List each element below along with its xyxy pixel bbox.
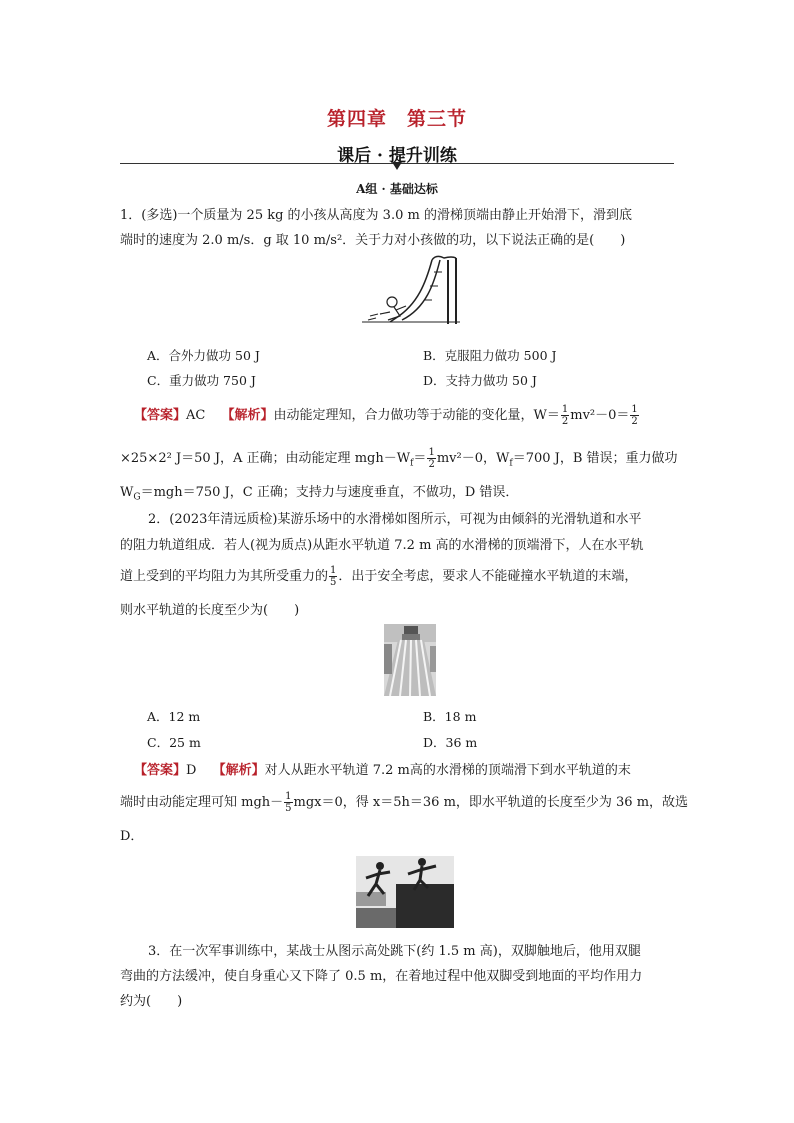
q2-answer-line [134,759,631,778]
soldier-jump-photo [356,856,454,928]
q2-answer-tag: 【答案】 [134,763,187,778]
q3-line-2: 弯曲的方法缓冲，使自身重心又下降了 0.5 m，在着地过程中他双脚受到地面的平均作用力 [120,969,643,984]
q1-solution-2: ×25×2² J＝50 J，A 正确；由动能定理 mgh－W [120,451,411,466]
q1-solution-2b: mv²－0，W [436,451,510,466]
q1-option-b: B．克服阻力做功 500 J [423,348,557,363]
q2-line-4: 则水平轨道的长度至少为( ) [120,603,300,618]
q1-fraction-half-3: $\frac{1}{2}$ [428,447,435,470]
water-slide-photo [384,624,436,696]
q2-line-3b: ．出于安全考虑，要求人不能碰撞水平轨道的末端， [338,569,638,584]
q2-solution-line-2 [120,791,688,814]
q2-option-b: B．18 m [423,709,477,724]
q3-line-3: 约为( ) [120,994,183,1009]
q2-analysis-tag: 【解析】 [212,763,265,778]
divider-triangle-icon [392,162,402,170]
section-label: 第三节 [407,108,468,130]
q1-solution-3: W [120,485,134,500]
group-heading: A组 · 基础达标 [356,182,438,196]
q1-analysis-tag: 【解析】 [221,408,274,423]
q2-solution-1: 对人从距水平轨道 7.2 m高的水滑梯的顶端滑下到水平轨道的末 [264,763,631,778]
q1-solution-1b: mv²－0＝ [570,408,630,423]
q1-line-2: 端时的速度为 2.0 m/s．g 取 10 m/s²．关于力对小孩做的功，以下说法正确的是( ) [120,233,626,248]
q3-line-1: 3．在一次军事训练中，某战士从图示高处跳下(约 1.5 m 高)，双脚触地后，他用双腿 [148,944,641,959]
q1-solution-2c: ＝700 J，B 错误；重力做功 [512,451,678,466]
q1-answer-line [134,404,640,427]
q1-solution-line-2: ×25×2² J＝50 J，A 正确；由动能定理 $mgh-W_f=$ $\frac{1}{2}$ mv²－0，$W_f=700$ J，B 错误；重力做功 [120,447,678,470]
q1-line-1: 1．(多选)一个质量为 25 kg 的小孩从高度为 3.0 m 的滑梯顶端由静止开始滑下，滑到底 [120,208,632,223]
page-subtitle: 课后 · 提升训练 [337,146,457,166]
q1-solution-3b: ＝mgh＝750 J，C 正确；支持力与速度垂直，不做功，D 错误． [140,485,519,500]
q1-solution-line-3: $W_G=mgh=750$ J，C 正确；支持力与速度垂直，不做功，D 错误． [120,485,519,503]
q2-option-c: C．25 m [147,735,201,750]
q1-fraction-half-2: $\frac{1}{2}$ [631,404,638,427]
q1-option-a: A．合外力做功 50 J [147,348,260,363]
q1-solution-1: 由动能定理知，合力做功等于动能的变化量，W＝ [273,408,560,423]
q1-option-d: D．支持力做功 50 J [423,373,537,388]
q2-solution-line-3: D． [120,829,144,844]
q2-solution-2a: 端时由动能定理可知 mgh－ [120,795,284,810]
q2-option-a: A．12 m [147,709,201,724]
q1-option-c: C．重力做功 750 J [147,373,256,388]
q1-answer-tag: 【答案】 [134,408,187,423]
q2-solution-fraction: $\frac{1}{5}$ [285,791,292,814]
q2-solution-2b: mgx＝0，得 x＝5h＝36 m，即水平轨道的长度至少为 36 m，故选 [293,795,689,810]
q1-answer-value: AC [186,408,206,423]
chapter-title [0,104,794,131]
slide-figure [360,252,464,336]
q2-answer-value: D [186,763,197,778]
chapter-label: 第四章 [326,108,387,130]
q2-line-3 [120,565,637,588]
q2-fraction-fifth: $\frac{1}{5}$ [330,565,337,588]
q1-fraction-half: $\frac{1}{2}$ [561,404,569,427]
q2-line-1: 2．(2023年清远质检)某游乐场中的水滑梯如图所示，可视为由倾斜的光滑轨道和水平 [148,512,642,527]
q2-line-2: 的阻力轨道组成．若人(视为质点)从距水平轨道 7.2 m 高的水滑梯的顶端滑下，人在水平轨 [120,538,644,553]
q2-line-3a: 道上受到的平均阻力为其所受重力的 [120,569,329,584]
q2-option-d: D．36 m [423,735,478,750]
